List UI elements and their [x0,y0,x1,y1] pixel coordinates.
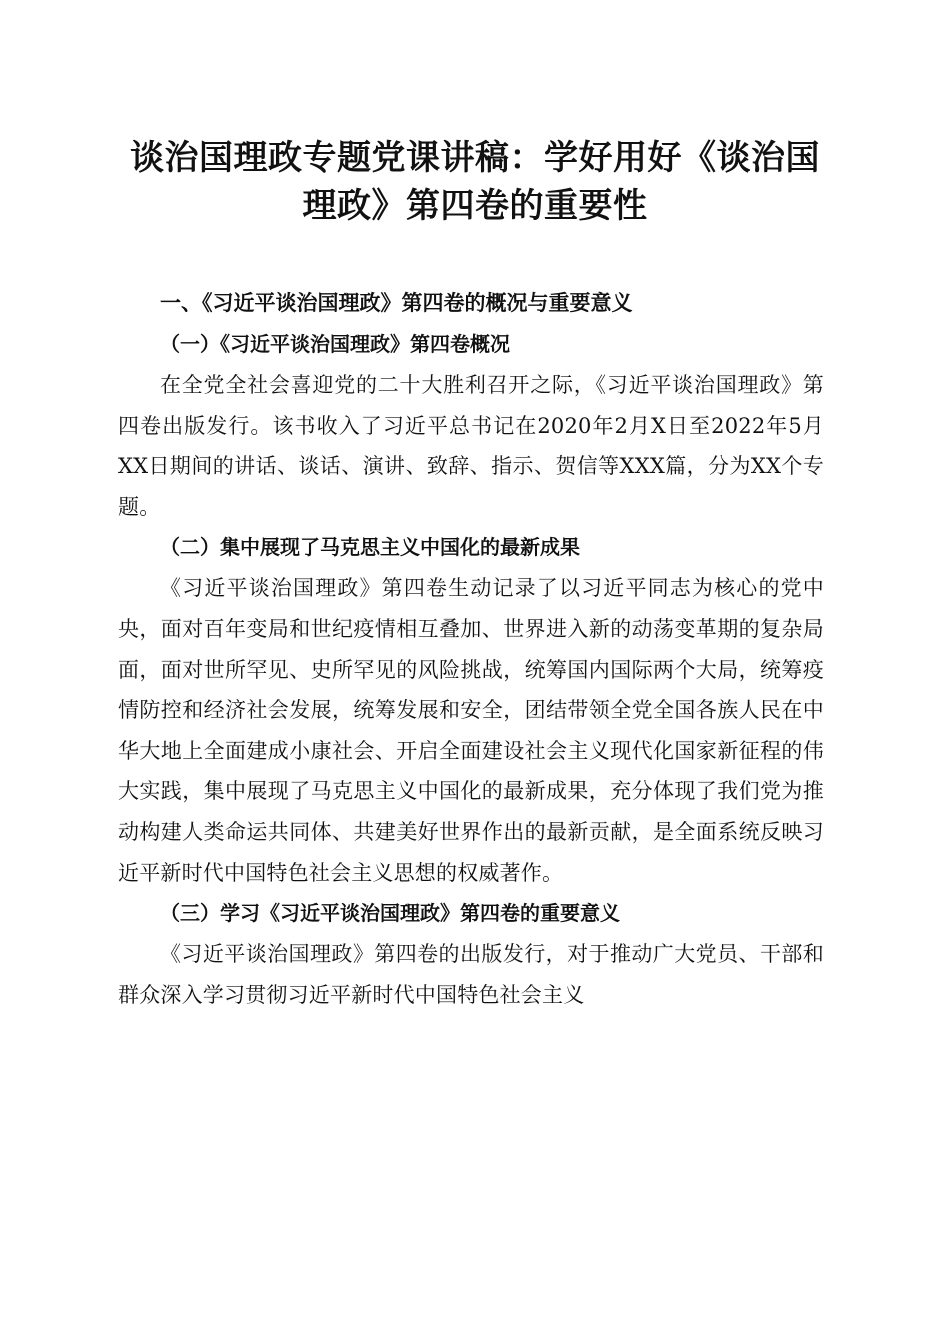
section-heading-1: 一、《习近平谈治国理政》第四卷的概况与重要意义 [160,291,633,315]
document-title: 谈治国理政专题党课讲稿：学好用好《谈治国理政》第四卷的重要性 [130,138,820,226]
subsection-heading-2: （二）集中展现了马克思主义中国化的最新成果 [160,535,580,560]
subsection-heading-3: （三）学习《习近平谈治国理政》第四卷的重要意义 [160,901,620,926]
paragraph-achievements: 《习近平谈治国理政》第四卷生动记录了以习近平同志为核心的党中央，面对百年变局和世纪疫情相互叠加、世界进入新的动荡变革期的复杂局面，面对世所罕见、史所罕见的风险挑战，统筹国内国际两个大局，统筹疫情防控和经济社会发展，统筹发展和安全，团结带领全党全国各族人民在中华大地上全面建成小康社会、开启全面建设社会主义现代化国家新征程的伟大实践，集中展现了马克思主义中国化的最新成果，充分体现了我们党为推动构建人类命运共同体、共建美好世界作出的最新贡献，是全面系统反映习近平新时代中国特色社会主义思想的权威著作。 [118,576,824,885]
paragraph-significance: 《习近平谈治国理政》第四卷的出版发行，对于推动广大党员、干部和群众深入学习贯彻习近平新时代中国特色社会主义 [118,942,824,1007]
paragraph-overview: 在全党全社会喜迎党的二十大胜利召开之际，《习近平谈治国理政》第四卷出版发行。该书收入了习近平总书记在2020年2月X日至2022年5月XX日期间的讲话、谈话、演讲、致辞、指示、贺信等XXX篇，分为XX个专题。 [118,373,824,519]
subsection-heading-1: （一）《习近平谈治国理政》第四卷概况 [160,332,510,356]
document-body [118,282,824,1015]
